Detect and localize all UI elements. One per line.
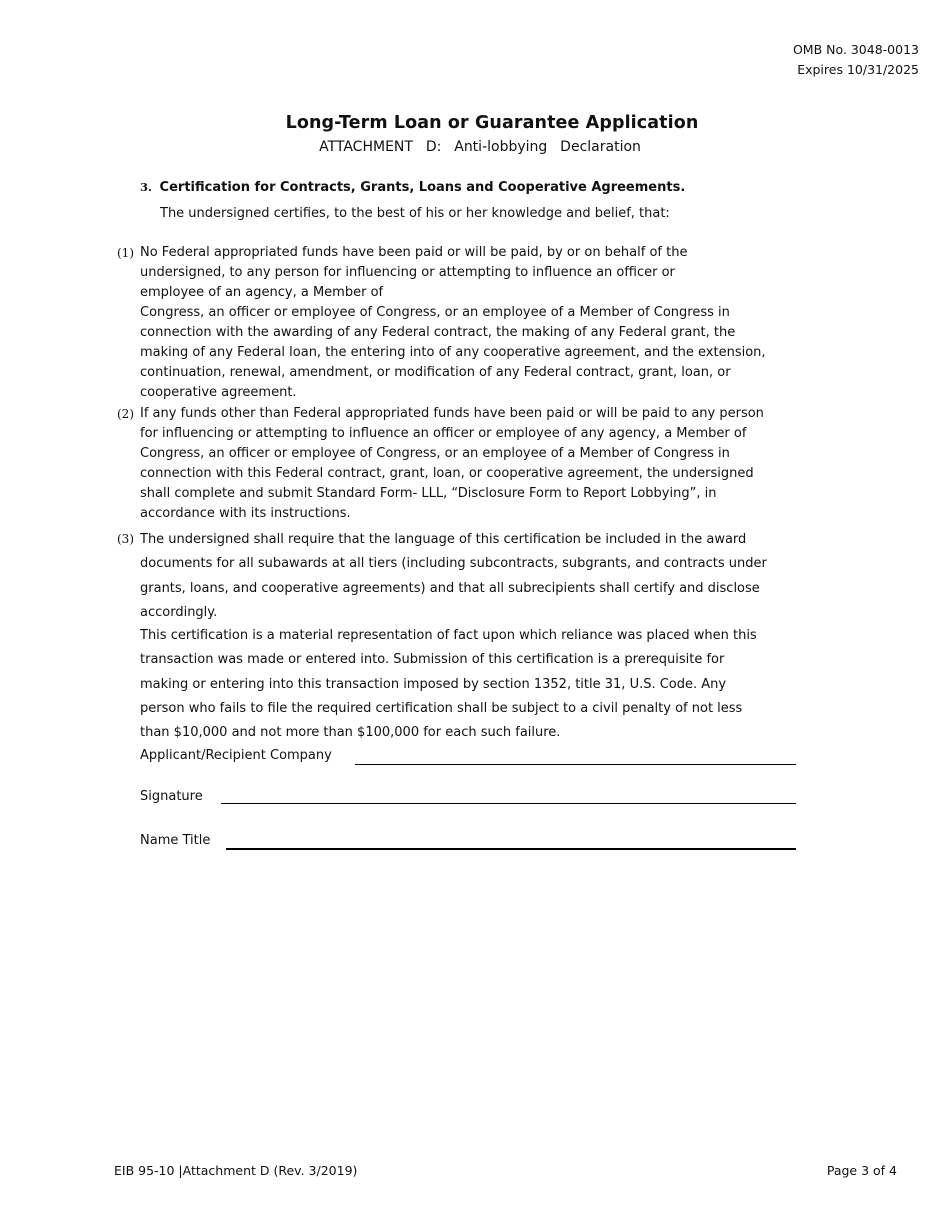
document-subtitle: ATTACHMENT D: Anti-lobbying Declaration [319, 139, 641, 155]
form-identifier: EIB 95-10 |Attachment D (Rev. 3/2019) [114, 1163, 358, 1178]
signature-label: Signature [140, 789, 203, 804]
omb-info [793, 40, 919, 80]
company-field[interactable] [355, 764, 796, 765]
company-label: Applicant/Recipient Company [140, 748, 332, 763]
certification-intro: The undersigned certifies, to the best of his or her knowledge and belief, that: [160, 206, 670, 221]
item-number: (2) [117, 407, 134, 421]
omb-number: OMB No. 3048-0013 [792, 42, 919, 57]
page-number: Page 3 of 4 [826, 1163, 897, 1178]
name-title-field[interactable] [226, 848, 796, 850]
item-number: (3) [117, 532, 134, 546]
item-text: If any funds other than Federal appropriated funds have been paid or will be paid to any person for influencing or attempting to influence an officer or employee of any agency, a Member of Congress, an officer or employee of Congress, or an employee of a Member of Congress in connection with this Federal contract, grant, loan, or cooperative agreement, the undersigned shall complete and submit Standard Form- LLL, “Disclosure Form to Report Lobbying”, in accordance with its instructions. [140, 406, 764, 521]
certification-number: 3. [140, 180, 153, 194]
document-title: Long-Term Loan or Guarantee Application [285, 113, 699, 133]
certification-heading [140, 178, 685, 197]
certification-closing-paragraph: This certification is a material representation of fact upon which reliance was placed when this transaction was made or entered into. Submission of this certification is a prerequisite for making or entering into this transaction imposed by section 1352, title 31, U.S. Code. Any person who fails to file the required certification shall be subject to a civil penalty of not less than $10,000 and not more than $100,000 for each such failure. [140, 628, 757, 740]
omb-expiration: Expires 10/31/2025 [797, 62, 919, 77]
certification-heading-text: Certification for Contracts, Grants, Loans and Cooperative Agreements. [159, 180, 686, 195]
item-number: (1) [117, 246, 134, 260]
item-text: The undersigned shall require that the language of this certification be included in the award documents for all subawards at all tiers (including subcontracts, subgrants, and contracts under grants, loans, and cooperative agreements) and that all subrecipients shall certify and disclose accordingly. [140, 532, 767, 620]
item-text: No Federal appropriated funds have been paid or will be paid, by or on behalf of the undersigned, to any person for influencing or attempting to influence an officer or employee of an agency, a Member of Congress, an officer or employee of Congress, or an employee of a Member of Congress in connection with the awarding of any Federal contract, the making of any Federal grant, the making of any Federal loan, the entering into of any cooperative agreement, and the extension, continuation, renewal, amendment, or modification of any Federal contract, grant, loan, or cooperative agreement. [140, 245, 766, 400]
name-title-label: Name Title [140, 833, 211, 848]
signature-field[interactable] [221, 803, 796, 804]
